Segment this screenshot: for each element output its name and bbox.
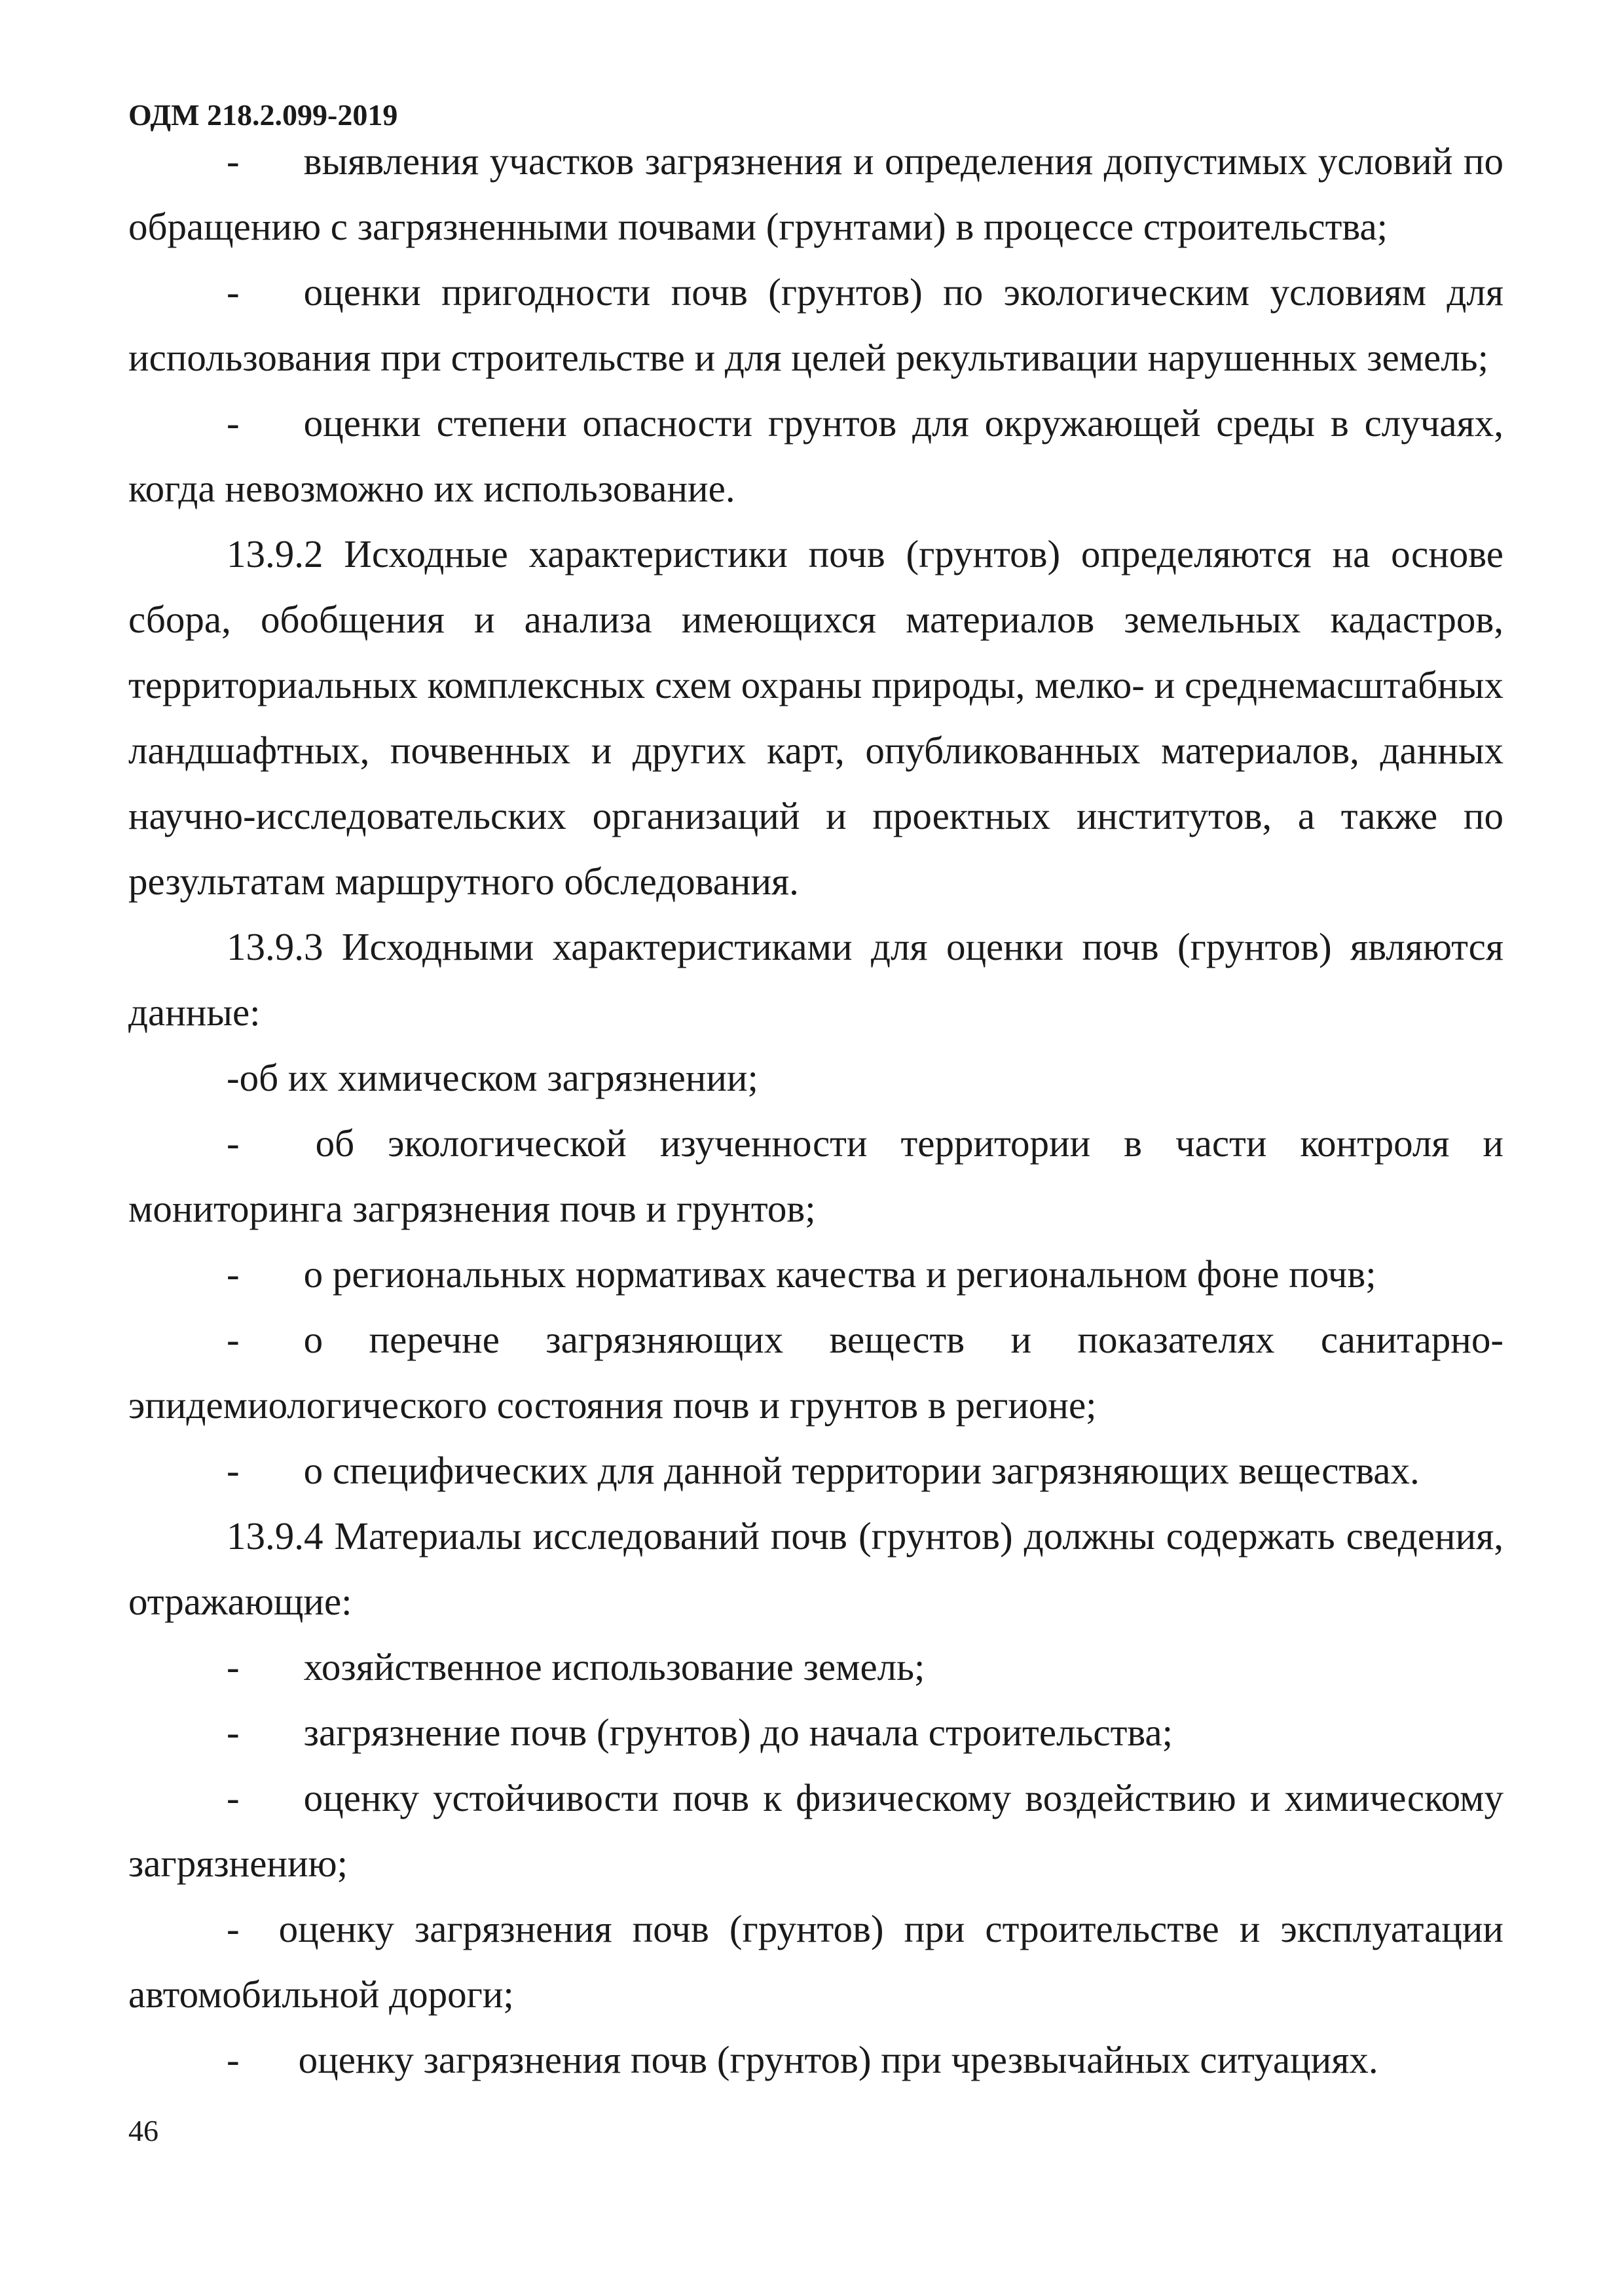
bullet-item — [128, 1241, 1504, 1307]
page-number: 46 — [128, 2114, 158, 2147]
bullet-marker: - — [227, 1711, 240, 1754]
bullet-item — [128, 128, 1504, 259]
section-13-9-2-paragraph: 13.9.2 Исходные характеристики почв (грунтов) определяются на основе сбора, обобщения и анализа имеющихся материалов земельных кадастров, территориальных комплексных схем охраны природы, мелко- и среднемасштабных ландшафтных, почвенных и других карт, опубликованных материалов, данных научно-исследовательских организаций и проектных институтов, а также по результатам маршрутного обследования. — [128, 532, 1504, 903]
bullet-marker: - — [227, 1907, 240, 1950]
bullet-item — [128, 1634, 1504, 1700]
bullet-item — [128, 1896, 1504, 2027]
bullet-item — [128, 1700, 1504, 1765]
bullet-marker: - — [227, 1776, 240, 1819]
section-13-9-3-paragraph: 13.9.3 Исходными характеристиками для оценки почв (грунтов) являются данные: — [128, 925, 1504, 1034]
bullet-text: оценку загрязнения почв (грунтов) при строительстве и эксплуатации автомобильной дороги; — [128, 1907, 1504, 2016]
bullet-marker: - — [227, 2038, 240, 2081]
bullet-item — [128, 2027, 1504, 2092]
bullet-text: оценки степени опасности грунтов для окружающей среды в случаях, когда невозможно их использование. — [128, 401, 1504, 510]
bullet-text: об экологической изученности территории в части контроля и мониторинга загрязнения почв и грунтов; — [128, 1121, 1504, 1230]
bullet-text: оценки пригодности почв (грунтов) по экологическим условиям для использования при строительстве и для целей рекультивации нарушенных земель; — [128, 270, 1504, 379]
bullet-text: выявления участков загрязнения и определения допустимых условий по обращению с загрязненными почвами (грунтами) в процессе строительства; — [128, 139, 1504, 248]
bullet-text: хозяйственное использование земель; — [303, 1645, 925, 1688]
bullet-item — [128, 1110, 1504, 1241]
bullet-item — [128, 259, 1504, 390]
bullet-text: оценку загрязнения почв (грунтов) при чрезвычайных ситуациях. — [298, 2038, 1378, 2081]
section-13-9-4-paragraph: 13.9.4 Материалы исследований почв (грунтов) должны содержать сведения, отражающие: — [128, 1514, 1504, 1623]
bullet-item — [128, 390, 1504, 521]
list-item-chemical: -об их химическом загрязнении; — [227, 1056, 758, 1099]
bullet-marker: - — [227, 1318, 240, 1361]
bullet-item — [128, 1307, 1504, 1438]
bullet-text: о перечне загрязняющих веществ и показателях санитарно-эпидемиологического состояния почв и грунтов в регионе; — [128, 1318, 1504, 1427]
bullet-marker: - — [227, 1449, 240, 1492]
bullet-marker: - — [227, 270, 240, 314]
bullet-text: о специфических для данной территории загрязняющих веществах. — [303, 1449, 1420, 1492]
bullet-marker: - — [227, 1252, 240, 1296]
bullet-item — [128, 1438, 1504, 1503]
bullet-text: загрязнение почв (грунтов) до начала строительства; — [303, 1711, 1173, 1754]
bullet-marker: - — [227, 1121, 240, 1165]
bullet-marker: - — [227, 139, 240, 183]
bullet-marker: - — [227, 1645, 240, 1688]
bullet-marker: - — [227, 401, 240, 445]
bullet-text: о региональных нормативах качества и региональном фоне почв; — [303, 1252, 1376, 1296]
bullet-item — [128, 1765, 1504, 1896]
document-code-header: ОДМ 218.2.099-2019 — [128, 98, 398, 132]
bullet-text: оценку устойчивости почв к физическому воздействию и химическому загрязнению; — [128, 1776, 1504, 1885]
document-body — [128, 128, 1504, 2092]
